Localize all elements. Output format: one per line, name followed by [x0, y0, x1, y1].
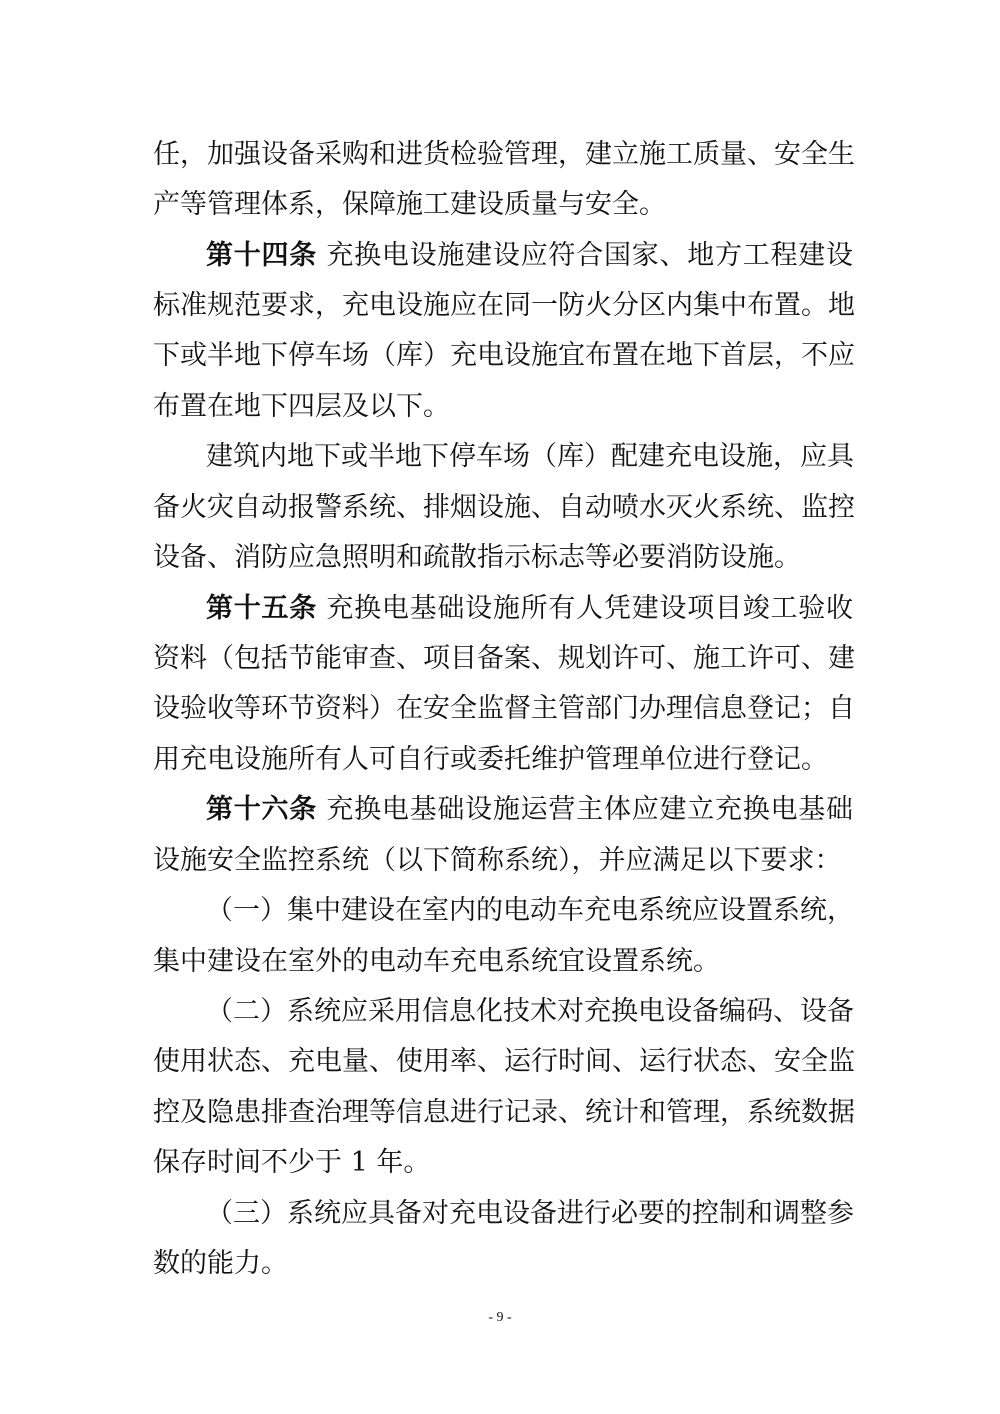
text-line: 标准规范要求，充电设施应在同一防火分区内集中布置。地 — [153, 290, 855, 321]
text-line: 建筑内地下或半地下停车场（库）配建充电设施，应具 — [206, 441, 854, 472]
article-heading: 第十四条 — [206, 240, 318, 271]
text-line: （二）系统应采用信息化技术对充换电设备编码、设备 — [206, 996, 854, 1027]
text-line: 集中建设在室外的电动车充电系统宜设置系统。 — [153, 946, 720, 977]
text-line: 布置在地下四层及以下。 — [153, 391, 450, 422]
text-line: 用充电设施所有人可自行或委托维护管理单位进行登记。 — [153, 744, 828, 775]
text-line: 保存时间不少于 1 年。 — [153, 1147, 431, 1178]
text-line: （三）系统应具备对充电设备进行必要的控制和调整参 — [206, 1198, 854, 1229]
text-line: 数的能力。 — [153, 1248, 288, 1279]
text-line: 设验收等环节资料）在安全监督主管部门办理信息登记；自 — [153, 693, 855, 724]
article-heading: 第十六条 — [206, 794, 318, 825]
text-line: 产等管理体系，保障施工建设质量与安全。 — [153, 189, 666, 220]
text-line: 控及隐患排查治理等信息进行记录、统计和管理，系统数据 — [153, 1097, 855, 1128]
article-15-line: 第十五条 充换电基础设施所有人凭建设项目竣工验收 — [206, 593, 853, 624]
page-number: - 9 - — [488, 1310, 512, 1325]
text-line: 备火灾自动报警系统、排烟设施、自动喷水灭火系统、监控 — [153, 492, 855, 523]
article-14-line: 第十四条 充换电设施建设应符合国家、地方工程建设 — [206, 240, 853, 271]
text-line: 下或半地下停车场（库）充电设施宜布置在地下首层，不应 — [153, 340, 855, 371]
text-line: 任，加强设备采购和进货检验管理，建立施工质量、安全生 — [153, 139, 855, 170]
article-16-line: 第十六条 充换电基础设施运营主体应建立充换电基础 — [206, 794, 853, 825]
text-line: （一）集中建设在室内的电动车充电系统应设置系统， — [206, 895, 854, 926]
article-heading: 第十五条 — [206, 593, 318, 624]
text-line: 设备、消防应急照明和疏散指示标志等必要消防设施。 — [153, 542, 801, 573]
text-line: 使用状态、充电量、使用率、运行时间、运行状态、安全监 — [153, 1046, 855, 1077]
text-line: 资料（包括节能审查、项目备案、规划许可、施工许可、建 — [153, 643, 855, 674]
text-line: 设施安全监控系统（以下简称系统），并应满足以下要求： — [153, 845, 842, 876]
